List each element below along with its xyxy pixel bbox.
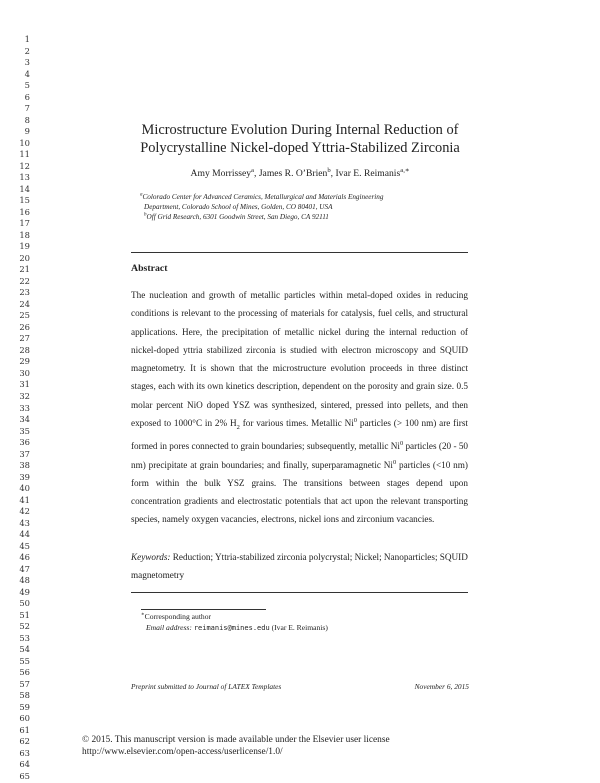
preprint-date: November 6, 2015 — [414, 682, 469, 691]
corresponding-author-note — [141, 612, 328, 623]
line-number: 11 — [19, 149, 30, 160]
title-line-2: Polycrystalline Nickel-doped Yttria-Stabilized Zirconia — [140, 140, 460, 156]
abstract-text-3: particles (> 100 nm) are first formed in pores connected to grain boundaries; subsequently, metallic Ni — [131, 418, 468, 452]
affiliation-b-text: Off Grid Research, 6301 Goodwin Street, San Diego, CA 92111 — [146, 213, 329, 221]
keywords — [131, 548, 468, 585]
preprint-note: Preprint submitted to Journal of LATEX Templates — [131, 682, 282, 691]
line-number: 13 — [19, 172, 30, 183]
ni0-superscript-3: 0 — [392, 458, 397, 466]
line-number: 60 — [19, 713, 30, 724]
line-number: 62 — [19, 736, 30, 747]
abstract-top-rule — [131, 252, 468, 253]
line-number: 55 — [19, 655, 30, 666]
email-address[interactable]: reimanis@mines.edu — [193, 623, 270, 632]
affiliation-a-cont: Department, Colorado School of Mines, Golden, CO 80401, USA — [144, 203, 333, 211]
line-number: 34 — [19, 414, 30, 425]
line-number: 6 — [24, 91, 30, 102]
license-line-1: © 2015. This manuscript version is made available under the Elsevier user license — [82, 735, 390, 745]
line-number: 42 — [19, 506, 30, 517]
line-number: 29 — [19, 356, 30, 367]
ni0-superscript-2: 0 — [399, 440, 404, 448]
line-number: 65 — [19, 771, 30, 781]
line-number: 64 — [19, 759, 30, 770]
corresponding-author-label: Corresponding author — [144, 612, 212, 621]
line-number-gutter — [0, 34, 30, 783]
paper-title — [118, 121, 482, 157]
line-number: 28 — [19, 344, 30, 355]
abstract-body — [131, 286, 468, 529]
line-number: 57 — [19, 678, 30, 689]
affiliation-b — [140, 212, 470, 222]
line-number: 51 — [19, 609, 30, 620]
line-number: 5 — [24, 80, 30, 91]
affiliations — [140, 192, 470, 222]
email-name: (Ivar E. Reimanis) — [271, 622, 328, 632]
footnote-symbol: ∗ — [141, 611, 145, 618]
line-number: 8 — [24, 114, 30, 125]
line-number: 59 — [19, 701, 30, 712]
line-number: 27 — [19, 333, 30, 344]
abstract-text-2: for various times. Metallic Ni — [239, 418, 354, 429]
email-label: Email address: — [146, 622, 192, 632]
line-number: 16 — [19, 206, 30, 217]
license-notice — [82, 734, 390, 758]
line-number: 47 — [19, 563, 30, 574]
line-number: 45 — [19, 540, 30, 551]
title-line-1: Microstructure Evolution During Internal Reduction of — [141, 122, 459, 138]
line-number: 26 — [19, 321, 30, 332]
line-number: 31 — [19, 379, 30, 390]
line-number: 20 — [19, 252, 30, 263]
author-1-affil: a — [251, 166, 255, 174]
author-3: Ivar E. Reimanis — [335, 168, 401, 179]
line-number: 17 — [19, 218, 30, 229]
line-number: 33 — [19, 402, 30, 413]
author-2: James R. O’Brien — [258, 168, 328, 179]
line-number: 58 — [19, 690, 30, 701]
line-number: 61 — [19, 724, 30, 735]
line-number: 36 — [19, 437, 30, 448]
line-number: 38 — [19, 460, 30, 471]
author-2-affil: b — [327, 166, 331, 174]
line-number: 7 — [24, 103, 30, 114]
abstract-text-4: particles (20 - 50 nm) precipitate at grain boundaries; and finally, superparamagnetic Ni — [131, 441, 469, 470]
line-number: 22 — [19, 275, 30, 286]
line-number: 53 — [19, 632, 30, 643]
line-number: 49 — [19, 586, 30, 597]
line-number: 48 — [19, 575, 30, 586]
line-number: 37 — [19, 448, 30, 459]
h2-subscript: 2 — [236, 423, 240, 431]
email-line — [141, 623, 328, 634]
line-number: 1 — [24, 34, 30, 44]
line-number: 50 — [19, 598, 30, 609]
abstract-text-1: The nucleation and growth of metallic particles within metal-doped oxides in reducing conditions is relevant to the processing of materials for catalysis, fuel cells, and structural applications. Here, the precipitation of metallic nickel during the internal reduction of nickel-doped yttria stabilized zirconia is studied with electron microscopy and SQUID magnetometry. It is shown that the microstructure evolution proceeds in three distinct stages, each with its own kinetics description, dependent on the porosity and grain size. 0.5 molar percent NiO doped YSZ was synthesized, sintered, pressed into pellets, and then exposed to 1000°C in 2% H — [131, 290, 468, 429]
line-number: 63 — [19, 747, 30, 758]
line-number: 15 — [19, 195, 30, 206]
line-number: 18 — [19, 229, 30, 240]
footnote — [141, 612, 328, 633]
line-number: 2 — [24, 45, 30, 56]
line-number: 43 — [19, 517, 30, 528]
line-number: 52 — [19, 621, 30, 632]
line-number: 10 — [19, 137, 30, 148]
line-number: 40 — [19, 483, 30, 494]
affiliation-a-text-1: Colorado Center for Advanced Ceramics, Metallurgical and Materials Engineering — [142, 193, 384, 201]
affiliation-a — [140, 192, 470, 202]
line-number: 25 — [19, 310, 30, 321]
line-number: 56 — [19, 667, 30, 678]
line-number: 23 — [19, 287, 30, 298]
line-number: 3 — [24, 57, 30, 68]
line-number: 21 — [19, 264, 30, 275]
affiliation-b-marker: b — [144, 212, 147, 218]
abstract-bottom-rule — [131, 592, 468, 593]
abstract-heading: Abstract — [131, 263, 168, 274]
line-number: 14 — [19, 183, 30, 194]
line-number: 4 — [24, 68, 30, 79]
line-number: 24 — [19, 298, 30, 309]
keywords-text: Reduction; Yttria-stabilized zirconia polycrystal; Nickel; Nanoparticles; SQUID magnetometry — [131, 552, 468, 581]
license-url[interactable]: http://www.elsevier.com/open-access/userlicense/1.0/ — [82, 747, 283, 757]
line-number: 32 — [19, 390, 30, 401]
line-number: 30 — [19, 367, 30, 378]
keywords-label: Keywords: — [131, 552, 171, 562]
line-number: 12 — [19, 160, 30, 171]
line-number: 44 — [19, 529, 30, 540]
affiliation-a-marker: a — [140, 192, 143, 198]
footnote-rule — [141, 609, 266, 610]
line-number: 39 — [19, 471, 30, 482]
line-number: 46 — [19, 552, 30, 563]
abstract-text-5: particles (<10 nm) form within the bulk YSZ grains. The transitions between stages depend upon concentration gradients and electrostatic potentials that act upon the relevant transporting species, namely oxygen vacancies, electrons, nickel ions and zirconium vacancies. — [131, 459, 468, 525]
line-number: 9 — [24, 126, 30, 137]
ni0-superscript-1: 0 — [353, 417, 358, 425]
line-number: 54 — [19, 644, 30, 655]
author-1: Amy Morrissey — [190, 168, 252, 179]
line-number: 19 — [19, 241, 30, 252]
author-3-affil: a,∗ — [400, 166, 410, 174]
line-number: 41 — [19, 494, 30, 505]
line-number: 35 — [19, 425, 30, 436]
author-list: Amy Morrissey$^a$, James R. O’Brien$^b$, Ivar E. Reimanis$^{a,∗}$ — [190, 166, 410, 179]
